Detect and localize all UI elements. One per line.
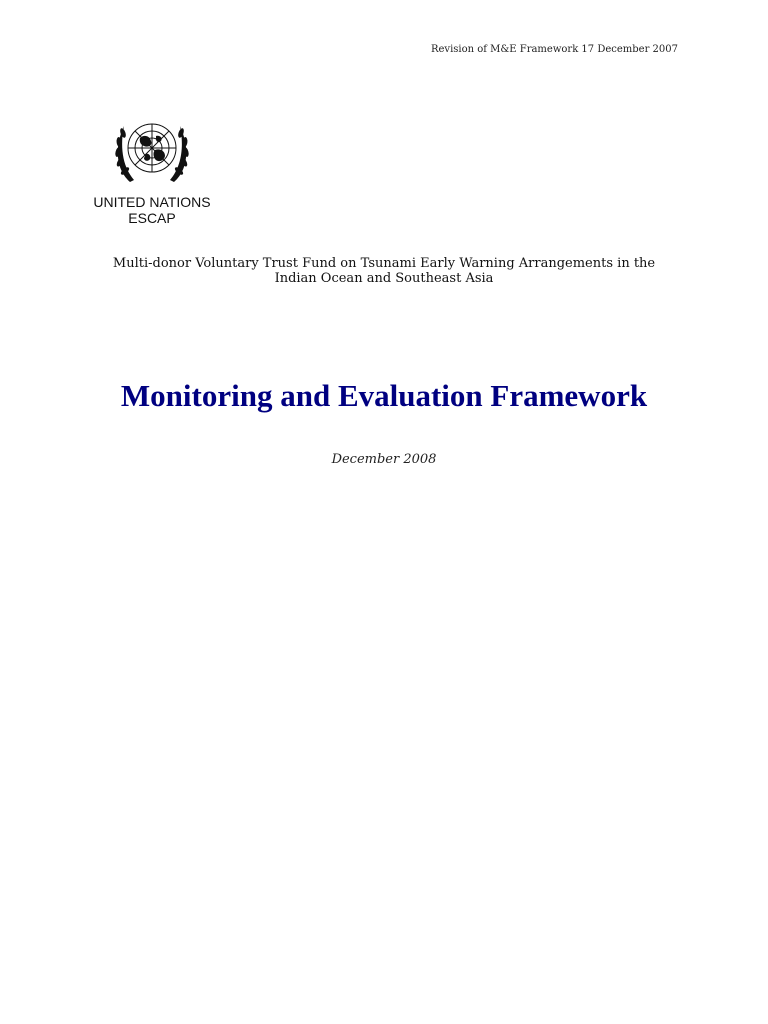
organization-subname: ESCAP xyxy=(128,210,176,226)
document-title: Monitoring and Evaluation Framework xyxy=(120,378,648,413)
laurel-left xyxy=(114,126,134,182)
laurel-right xyxy=(170,126,190,182)
document-date: December 2008 xyxy=(331,452,437,467)
united-nations-emblem-icon xyxy=(110,112,194,188)
document-subtitle: Multi-donor Voluntary Trust Fund on Tsunami Early Warning Arrangements in the Indian Ocean and Southeast Asia xyxy=(112,256,656,286)
globe-grid xyxy=(128,124,176,172)
revision-note: Revision of M&E Framework 17 December 2007 xyxy=(430,44,678,55)
organization-name: UNITED NATIONS xyxy=(93,194,211,210)
organization-logo-block xyxy=(82,112,222,226)
